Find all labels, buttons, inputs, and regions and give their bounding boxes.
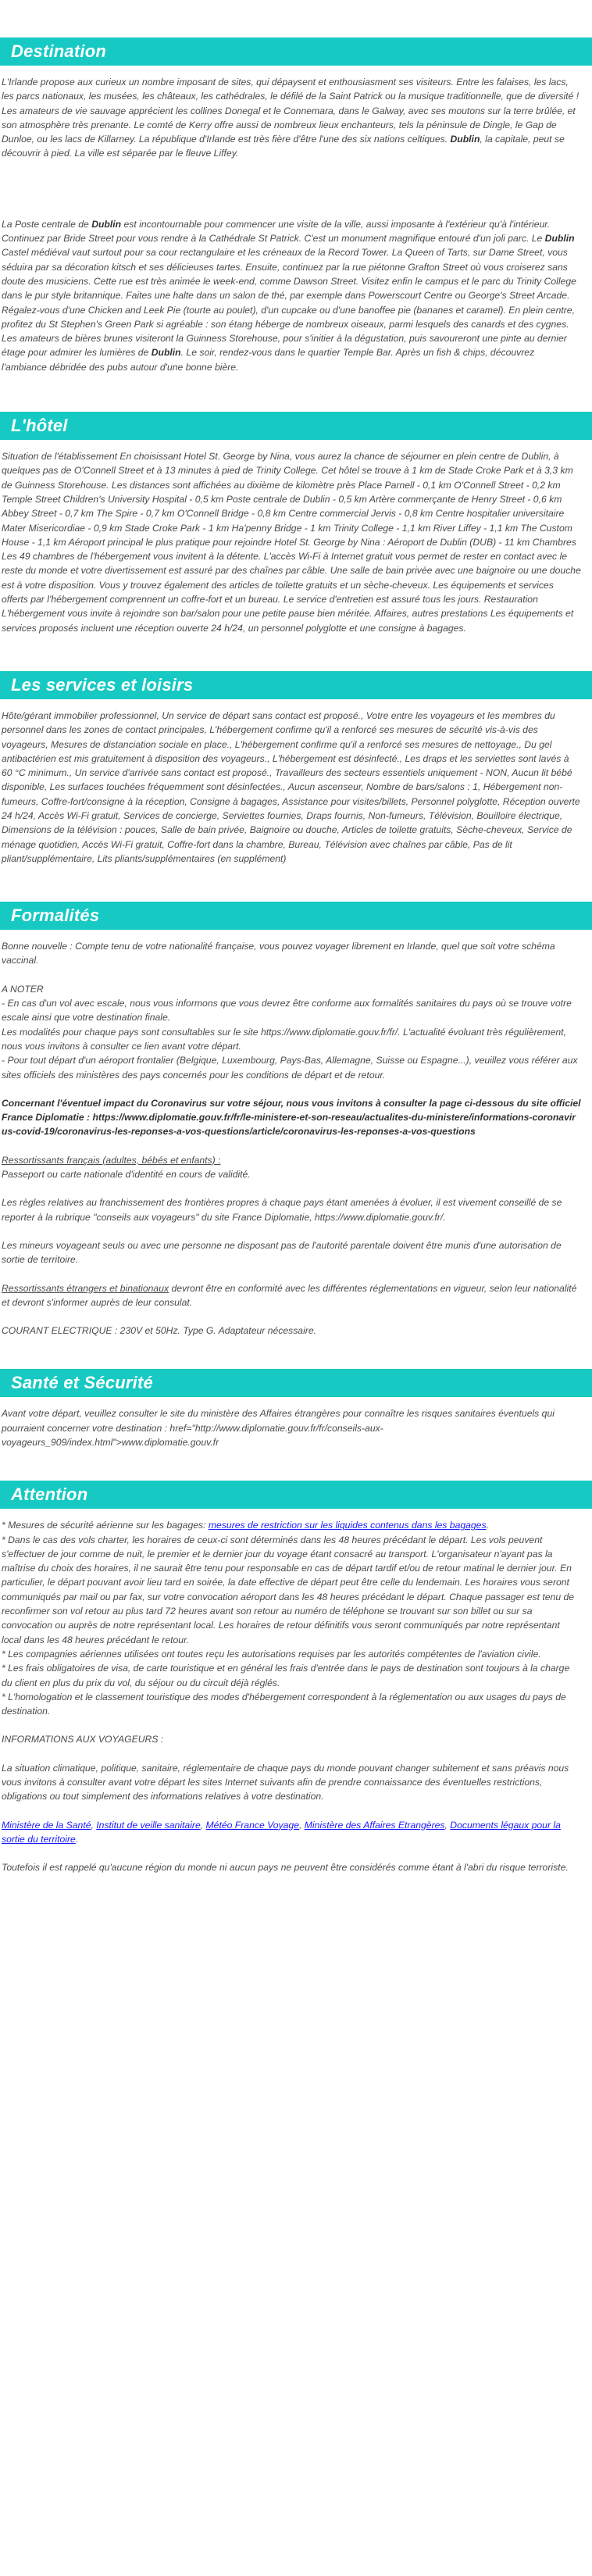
- section-title: Santé et Sécurité: [11, 1373, 153, 1393]
- hotel-content: [0, 449, 592, 635]
- section-header-formalites: [0, 902, 592, 930]
- section-title: Formalités: [11, 906, 100, 926]
- coronavirus-notice: Concernant l'éventuel impact du Coronavirus sur votre séjour, nous vous invitons à consulter la page ci-dessous du site officiel France Diplomatie : https://www.diplomatie.gouv.fr/fr/le-ministere-et-son-reseau/actualites-du-ministere/informations-coronavirus-covid-19/coronavirus-les-reponses-a-vos-questions/article/coronavirus-les-reponses-a-vos-questions: [2, 1097, 581, 1138]
- section-title: Destination: [11, 41, 106, 61]
- destination-paragraph: La Poste centrale de Dublin est incontournable pour commencer une visite de la ville, aussi imposante à l'extérieur qu'à l'intérieur. Continuez par Bride Street pour vous rendre à la Cathédrale St Patrick. C'est un monument magnifique entouré d'un joli parc. Le Dublin Castel médiéval vaut surtout pour sa cour rectangulaire et les créneaux de la Record Tower. La Queen of Tarts, sur Dame Street, vous séduira par sa décoration kitsch et ses délicieuses tartes. Ensuite, continuez par la rue piétonne Grafton Street où vous croiserez sans doute des musiciens. Cette rue est très animée le week-end, comme Dawson Street. Visitez enfin le campus et le parc du Trinity College dans le pur style britannique. Faites une halte dans un salon de thé, par exemple dans Powerscourt Centre ou George's Street Arcade. Régalez-vous d'une Chicken and Leek Pie (tourte au poulet), d'un cupcake ou d'une banoffee pie (bananes et caramel). En plein centre, profitez du St Stephen's Green Park si agréable : son étang héberge de nombreux oiseaux, parmi lesquels des canards et des cygnes. Les amateurs de bières brunes visiteront la Guinness Storehouse, pour s'initier à la dégustation, puis savoureront une pinte au dernier étage pour admirer les lumières de Dublin. Le soir, rendez-vous dans le quartier Temple Bar. Après un fish & chips, découvrez l'ambiance débridée des pubs autour d'une bonne bière.: [2, 218, 576, 373]
- section-header-services: [0, 671, 592, 699]
- diplomatie-link[interactable]: www.diplomatie.gouv.fr: [121, 1437, 219, 1448]
- section-title: Attention: [11, 1485, 88, 1505]
- section-header-destination: [0, 38, 592, 66]
- official-links: Ministère de la Santé, Institut de veille sanitaire, Météo France Voyage, Ministère des Affaires Etrangères, Documents légaux pour la sortie du territoire.: [2, 1819, 561, 1845]
- liquids-restriction-link[interactable]: mesures de restriction sur les liquides contenus dans les bagages: [208, 1520, 487, 1531]
- destination-content: [0, 75, 592, 374]
- section-header-attention: [0, 1481, 592, 1509]
- formalites-content: Bonne nouvelle : Compte tenu de votre nationalité française, vous pouvez voyager librement en Irlande, quel que soit votre schéma vaccinal. A NOTER - En cas d'un vol avec escale, nous vous informons que vous devrez être conforme aux formalités sanitaires du pays où se trouve votre escale ainsi que votre destination finale. Les modalités pour chaque pays sont consultables sur le site https://www.diplomatie.gouv.fr/fr/. L'actualité évoluant très régulièrement, nous vous invitons à consulter ce lien avant votre départ. - Pour tout départ d'un aéroport frontalier (Belgique, Luxembourg, Pays-Bas, Allemagne, Suisse ou Espagne...), veuillez vous référer aux sites officiels des ministères des pays concernés pour les conditions de départ et de retour. Concernant l'éventuel impact du Coronavirus sur votre séjour, nous vous invitons à consulter la page ci-dessous du site officiel France Diplomatie : https://www.diplomatie.gouv.fr/fr/le-ministere-et-son-reseau/actualites-du-ministere/informations-coronavirus-covid-19/coronavirus-les-reponses-a-vos-questions/article/coronavirus-les-reponses-a-vos-questions Ressortissants français (adultes, bébés et enfants) : Passeport ou carte nationale d'identité en cours de validité. Les règles relatives au franchissement des frontières propres à chaque pays étant amenées à évoluer, il est vivement conseillé de se reporter à la rubrique "conseils aux voyageurs" du site France Diplomatie, https://www.diplomatie.gouv.fr/. Les mineurs voyageant seuls ou avec une personne ne disposant pas de l'autorité parentale doivent être munis d'une autorisation de sortie de territoire. Ressortissants étrangers et binationaux devront être en conformité avec les différentes réglementations en vigueur, selon leur nationalité et devront s'informer auprès de leur consulat. COURANT ELECTRIQUE : 230V et 50Hz. Type G. Adaptateur nécessaire.: [2, 941, 581, 1337]
- travel-info-page: [0, 38, 592, 1875]
- section-header-hotel: [0, 412, 592, 440]
- hotel-paragraph: Situation de l'établissement En choisissant Hotel St. George by Nina, vous aurez la chance de séjourner en plein centre de Dublin, à quelques pas de O'Connell Street et à 13 minutes à pied de Trinity College. Cet hôtel se trouve à 1 km de Stade Croke Park et à 3,3 km de Guinness Storehouse. Les distances sont affichées au dixième de kilomètre près Place Parnell - 0,1 km O'Connell Street - 0,2 km Temple Street Children's University Hospital - 0,5 km Poste centrale de Dublin - 0,5 km Artère commerçante de Henry Street - 0,6 km Abbey Street - 0,7 km The Spire - 0,7 km O'Connell Bridge - 0,8 km Centre commercial Jervis - 0,8 km Centre hospitalier universitaire Mater Misericordiae - 0,9 km Stade Croke Park - 1 km Ha'penny Bridge - 1 km Trinity College - 1,1 km River Liffey - 1,1 km The Custom House - 1,1 km Aéroport principal le plus pratique pour rejoindre Hotel St. George by Nina : Aéroport de Dublin (DUB) - 11 km Chambres Les 49 chambres de l'hébergement vous invitent à la détente. L'accès Wi-Fi à Internet gratuit vous permet de rester en contact avec le reste du monde et votre divertissement est assuré par des chaînes par câble. Une salle de bain privée avec une baignoire ou une douche est à votre disposition. Vous y trouvez également des articles de toilette gratuits et un sèche-cheveux. Les équipements et services offerts par l'hébergement comprennent un coffre-fort et un bureau. Le service d'entretien est assuré tous les jours. Restauration L'hébergement vous invite à rejoindre son bar/salon pour une petite pause bien méritée. Affaires, autres prestations Les équipements et services proposés incluent une réception ouverte 24 h/24, un personnel polyglotte et une consigne à bagages.: [2, 451, 581, 634]
- attention-content: * Mesures de sécurité aérienne sur les bagages: mesures de restriction sur les liquides contenus dans les bagages. * Dans le cas des vols charter, les horaires de ceux-ci sont déterminés dans les 48 heures précédant le départ. Les vols peuvent s'effectuer de jour comme de nuit, le premier et le dernier jour du voyage étant consacré au transport. L'organisateur n'ayant pas la maîtrise du choix des horaires, il ne saurait être tenu pour responsable en cas de départ tardif et/ou de retour matinal le dernier jour. En particulier, le départ pouvant avoir lieu tard en soirée, la date effective de départ peut être celle du lendemain. Les horaires vous seront communiqués par mail ou par fax, sur votre convocation aéroport dans les 48 heures précédant le départ. Chaque passager est tenu de reconfirmer son vol retour au plus tard 72 heures avant son retour au numéro de téléphone se trouvant sur son billet ou sur sa convocation ou auprès de notre représentant local. Les horaires de retour définitifs vous seront communiqués par notre représentant local dans les 48 heures précédant le retour. * Les compagnies aériennes utilisées ont toutes reçu les autorisations requises par les autorités compétentes de l'aviation civile. * Les frais obligatoires de visa, de carte touristique et en général les frais d'entrée dans le pays de destination sont toujours à la charge du client en plus du prix du vol, du séjour ou du circuit déjà réglés. * L'homologation et le classement touristique des modes d'hébergement correspondent à la réglementation ou aux usages du pays de destination. INFORMATIONS AUX VOYAGEURS : La situation climatique, politique, sanitaire, réglementaire de chaque pays du monde pouvant changer subitement et sans préavis nous vous invitons à consulter avant votre départ les sites Internet suivants afin de prendre connaissance des éventuelles restrictions, obligations ou tout simplement des informations relatives à votre destination. Ministère de la Santé, Institut de veille sanitaire, Météo France Voyage, Ministère des Affaires Etrangères, Documents légaux pour la sortie du territoire. Toutefois il est rappelé qu'aucune région du monde ni aucun pays ne peuvent être considérés comme étant à l'abri du risque terroriste.: [0, 1518, 592, 1874]
- sante-content: Avant votre départ, veuillez consulter le site du ministère des Affaires étrangères pour connaître les risques sanitaires éventuels qui pourraient concerner votre destination : href="http://www.diplomatie.gouv.fr/fr/conseils-aux-voyageurs_909/index.html">www.diplomatie.gouv.fr: [2, 1408, 555, 1448]
- section-title: Les services et loisirs: [11, 674, 194, 695]
- affaires-etrangeres-link[interactable]: Ministère des Affaires Etrangères: [304, 1819, 445, 1831]
- sante-link[interactable]: Ministère de la Santé: [2, 1819, 91, 1831]
- section-header-sante: [0, 1369, 592, 1397]
- services-content: [0, 709, 592, 866]
- documents-legaux-link[interactable]: Documents légaux pour la sortie du territoire: [2, 1819, 561, 1845]
- destination-paragraph: L'Irlande propose aux curieux un nombre imposant de sites, qui dépaysent et enthousiasment ses visiteurs. Entre les falaises, les lacs, les parcs nationaux, les musées, les châteaux, les cathédrales, le défilé de la Saint Patrick ou la musique traditionnelle, que de diversité ! Les amateurs de vie sauvage apprécient les collines Donegal et le Connemara, dans le Galway, avec ses moutons sur la terre brûlée, et son atmosphère très prenante. Le comté de Kerry offre aussi de nombreux lieux enchanteurs, tels la péninsule de Dingle, le Gap de Dunloe, ou les lacs de Killarney. La république d'Irlande est très fière d'être l'une des six nations celtiques. Dublin, la capitale, peut se découvrir à pied. La ville est séparée par le fleuve Liffey.: [2, 77, 580, 159]
- veille-sanitaire-link[interactable]: Institut de veille sanitaire: [96, 1819, 201, 1831]
- meteo-link[interactable]: Météo France Voyage: [205, 1819, 299, 1831]
- section-title: L'hôtel: [11, 416, 68, 436]
- services-paragraph: Hôte/gérant immobilier professionnel, Un service de départ sans contact est proposé., Votre entre les voyageurs et les membres du personnel dans les zones de contact principales, L'hébergement confirme qu'il a renforcé ses mesures de sécurité vis-à-vis des voyageurs, Mesures de distanciation sociale en place., L'hébergement confirme qu'il a renforcé ses mesures de nettoyage., Du gel antibactérien est mis gratuitement à disposition des voyageurs., L'hébergement est désinfecté., Les draps et les serviettes sont lavés à 60 °C minimum., Un service d'arrivée sans contact est proposé., Travailleurs des secteurs essentiels uniquement - NON, Aucun lit bébé disponible, Les surfaces touchées fréquemment sont désinfectées., Aucun ascenseur, Nombre de bars/salons : 1, Hébergement non-fumeurs, Coffre-fort/consigne à la réception, Consigne à bagages, Assistance pour visites/billets, Personnel polyglotte, Réception ouverte 24 h/24, Accès Wi-Fi gratuit, Services de concierge, Serviettes fournies, Draps fournis, Non-fumeurs, Télévision, Bouilloire électrique, Dimensions de la télévision : pouces, Salle de bain privée, Baignoire ou douche, Articles de toilette gratuits, Sèche-cheveux, Service de ménage quotidien, Accès Wi-Fi gratuit, Coffre-fort dans la chambre, Bureau, Télévision avec chaînes par câble, Pas de lit pliant/supplémentaire, Lits pliants/supplémentaires (en supplément): [2, 709, 580, 864]
